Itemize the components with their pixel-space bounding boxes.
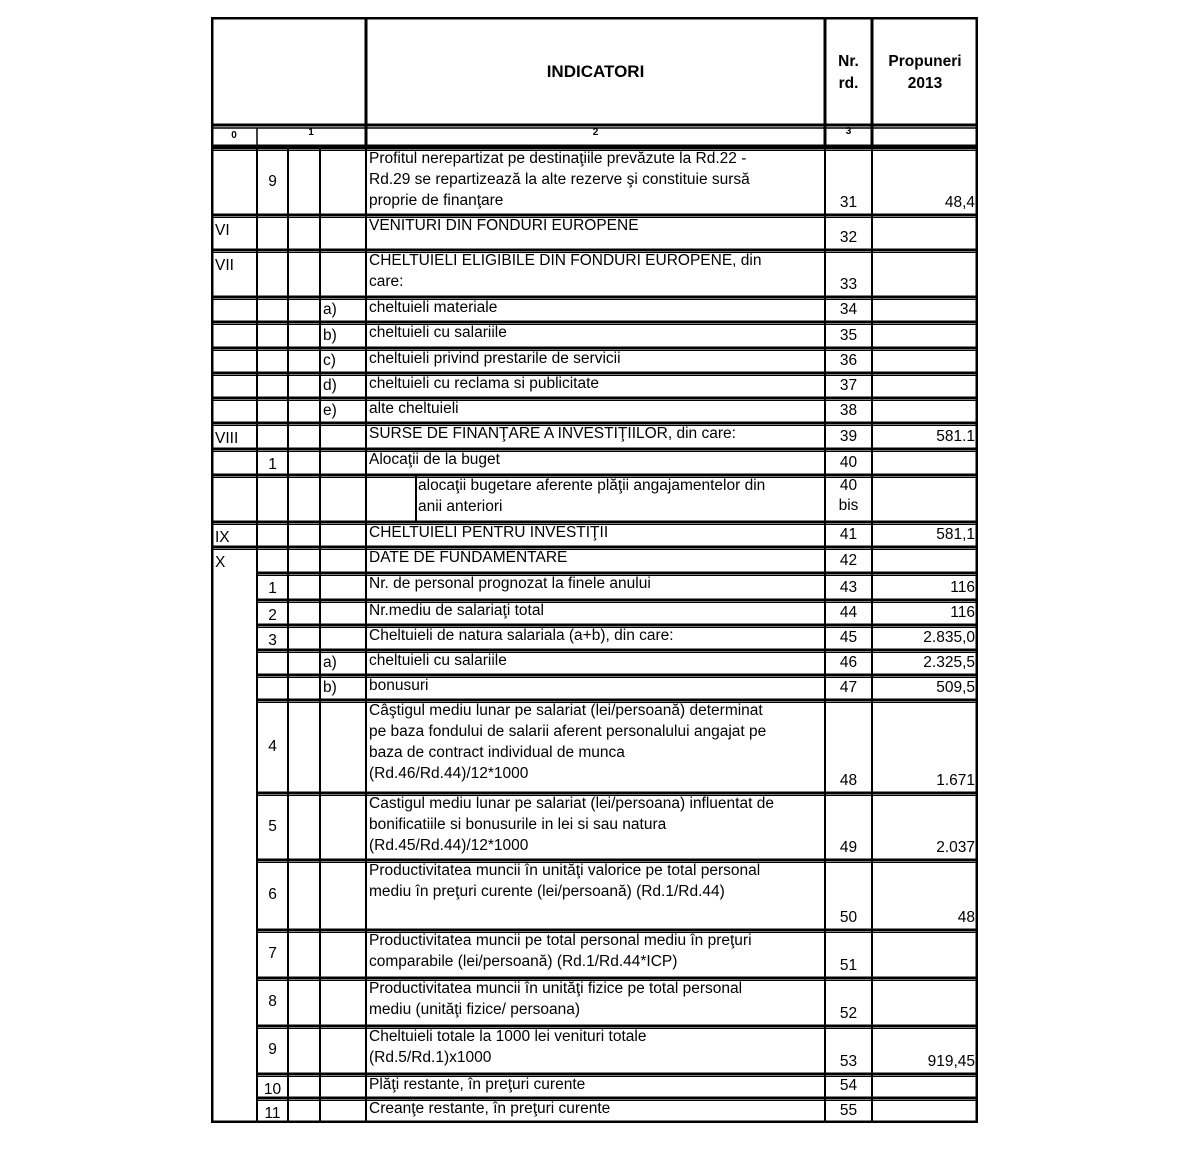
indicator-text: Alocaţii de la buget <box>369 451 500 468</box>
row-nr: 54 <box>839 1077 858 1094</box>
indicator-text: mediu în preţuri curente (lei/persoană) (Rd.1/Rd.44) <box>369 883 725 900</box>
row-value: 581.1 <box>936 428 975 445</box>
indicator-text: bonusuri <box>369 677 429 694</box>
row-sub-letter: c) <box>323 352 336 369</box>
indicator-text: Castigul mediu lunar pe salariat (lei/persoana) influentat de <box>369 795 774 812</box>
row-nr: 35 <box>839 327 858 344</box>
indicator-text: Câştigul mediu lunar pe salariat (lei/persoană) determinat <box>369 702 763 719</box>
indicator-text: cheltuieli cu salariile <box>369 652 507 669</box>
indicator-text: mediu (unităţi fizice/ persoana) <box>369 1001 581 1018</box>
row-item-number: 5 <box>268 817 277 835</box>
indicator-text: proprie de finanţare <box>369 192 504 209</box>
header-nr-line2: rd. <box>838 75 859 92</box>
indicator-text: cheltuieli materiale <box>369 299 498 316</box>
col-index-3: 3 <box>845 126 852 137</box>
row-nr: 51 <box>839 957 858 974</box>
indicator-text: cheltuieli cu salariile <box>369 324 507 341</box>
indicator-text: anii anteriori <box>418 498 503 515</box>
row-nr: 48 <box>839 772 858 789</box>
row-nr: 55 <box>839 1102 858 1119</box>
row-item-number: 3 <box>268 632 277 649</box>
indicator-text: Cheltuieli de natura salariala (a+b), din care: <box>369 627 674 644</box>
row-value: 581,1 <box>936 526 975 543</box>
budget-indicators-table <box>211 17 978 1123</box>
row-value: 116 <box>950 604 975 621</box>
indicator-text: alte cheltuieli <box>369 400 459 417</box>
indicator-text: Nr.mediu de salariaţi total <box>369 602 544 619</box>
indicator-text: care: <box>369 273 404 290</box>
indicator-text: alocaţii bugetare aferente plăţii angajamentelor din <box>418 477 766 494</box>
row-nr: 32 <box>839 229 858 246</box>
header-indicatori: INDICATORI <box>546 62 645 81</box>
row-sub-letter: a) <box>323 301 337 318</box>
row-value: 48,4 <box>944 194 975 211</box>
row-item-number: 8 <box>268 993 277 1010</box>
row-item-number: 1 <box>268 580 277 597</box>
row-section-number: IX <box>215 529 230 546</box>
col-index-0: 0 <box>231 130 237 141</box>
indicator-text: (Rd.5/Rd.1)x1000 <box>369 1049 492 1066</box>
indicator-text: (Rd.46/Rd.44)/12*1000 <box>369 765 529 782</box>
indicator-text: DATE DE FUNDAMENTARE <box>369 549 568 566</box>
row-nr: 50 <box>839 909 858 926</box>
col-index-1: 1 <box>308 127 314 138</box>
row-nr: 34 <box>839 301 858 318</box>
indicator-text: cheltuieli cu reclama si publicitate <box>369 375 600 392</box>
row-nr: 31 <box>839 194 858 211</box>
indicator-text: Productivitatea muncii în unităţi fizice pe total personal <box>369 980 743 997</box>
header-nr-line1: Nr. <box>838 53 859 70</box>
row-section-number: VI <box>215 222 230 239</box>
row-section-number: VII <box>215 257 234 274</box>
row-value: 919,45 <box>927 1053 975 1070</box>
row-item-number: 11 <box>264 1105 281 1122</box>
row-sub-letter: b) <box>323 327 337 344</box>
indicator-text: (Rd.45/Rd.44)/12*1000 <box>369 837 529 854</box>
row-value: 48 <box>957 909 975 926</box>
row-value: 2.037 <box>936 839 975 856</box>
row-item-number: 6 <box>268 886 277 903</box>
row-sub-letter: d) <box>323 377 337 394</box>
row-nr: 40 <box>839 454 858 471</box>
row-sub-letter: a) <box>323 654 337 671</box>
indicator-text: Plăţi restante, în preţuri curente <box>369 1076 586 1093</box>
row-nr: 49 <box>839 839 858 856</box>
header-propuneri-line2: 2013 <box>907 75 943 92</box>
indicator-text: Cheltuieli totale la 1000 lei venituri totale <box>369 1028 647 1045</box>
row-item-number: 1 <box>268 456 277 473</box>
row-item-number: 10 <box>263 1081 282 1098</box>
row-item-number: 4 <box>268 737 277 755</box>
indicator-text: pe baza fondului de salarii aferent personalului angajat pe <box>369 723 767 740</box>
indicator-text: CHELTUIELI ELIGIBILE DIN FONDURI EUROPENE, din <box>369 252 762 269</box>
header-propuneri-line1: Propuneri <box>888 53 962 70</box>
row-nr: 36 <box>839 352 858 369</box>
indicator-text: Creanţe restante, în preţuri curente <box>369 1100 611 1117</box>
row-nr-suffix: bis <box>838 497 859 514</box>
row-value: 509,5 <box>936 679 975 696</box>
row-item-number: 9 <box>268 1041 277 1058</box>
row-value: 2.325,5 <box>923 654 975 671</box>
indicator-text: VENITURI DIN FONDURI EUROPENE <box>369 217 639 234</box>
row-section-number: VIII <box>215 430 239 447</box>
row-nr: 43 <box>839 579 858 596</box>
row-nr: 38 <box>839 402 858 419</box>
row-item-number: 9 <box>268 172 277 190</box>
row-nr: 42 <box>839 552 858 569</box>
row-nr: 39 <box>839 428 858 445</box>
row-nr: 41 <box>839 526 858 543</box>
row-item-number: 2 <box>268 607 277 624</box>
row-item-number: 7 <box>268 945 277 962</box>
row-sub-letter: b) <box>323 679 337 696</box>
indicator-text: cheltuieli privind prestarile de servicii <box>369 350 621 367</box>
indicator-text: Productivitatea muncii în unităţi valorice pe total personal <box>369 862 761 879</box>
row-nr: 52 <box>839 1005 858 1022</box>
row-nr: 44 <box>839 604 858 621</box>
indicator-text: bonificatiile si bonusurile in lei si sau natura <box>369 816 667 833</box>
indicator-text: comparabile (lei/persoană) (Rd.1/Rd.44*ICP) <box>369 953 678 970</box>
row-nr: 53 <box>839 1053 858 1070</box>
row-value: 116 <box>950 579 975 596</box>
row-nr: 46 <box>839 654 858 671</box>
row-nr: 33 <box>839 276 858 293</box>
indicator-text: Productivitatea muncii pe total personal mediu în preţuri <box>369 932 752 949</box>
row-nr: 37 <box>839 377 858 394</box>
row-nr: 40 <box>839 477 858 494</box>
indicator-text: baza de contract individual de munca <box>369 744 625 761</box>
indicator-text: CHELTUIELI PENTRU INVESTIŢII <box>369 524 609 541</box>
row-value: 1.671 <box>936 772 975 789</box>
indicator-text: Rd.29 se repartizează la alte rezerve şi constituie sursă <box>369 171 750 188</box>
col-index-2: 2 <box>592 127 599 138</box>
row-nr: 45 <box>839 629 858 646</box>
row-section-number: X <box>215 554 226 571</box>
row-sub-letter: e) <box>323 402 337 419</box>
row-value: 2.835,0 <box>923 629 975 646</box>
row-nr: 47 <box>839 679 858 696</box>
indicator-text: Nr. de personal prognozat la finele anului <box>369 575 651 592</box>
indicator-text: SURSE DE FINANŢARE A INVESTIŢIILOR, din care: <box>369 425 736 442</box>
indicator-text: Profitul nerepartizat pe destinaţiile prevăzute la Rd.22 - <box>369 150 747 167</box>
